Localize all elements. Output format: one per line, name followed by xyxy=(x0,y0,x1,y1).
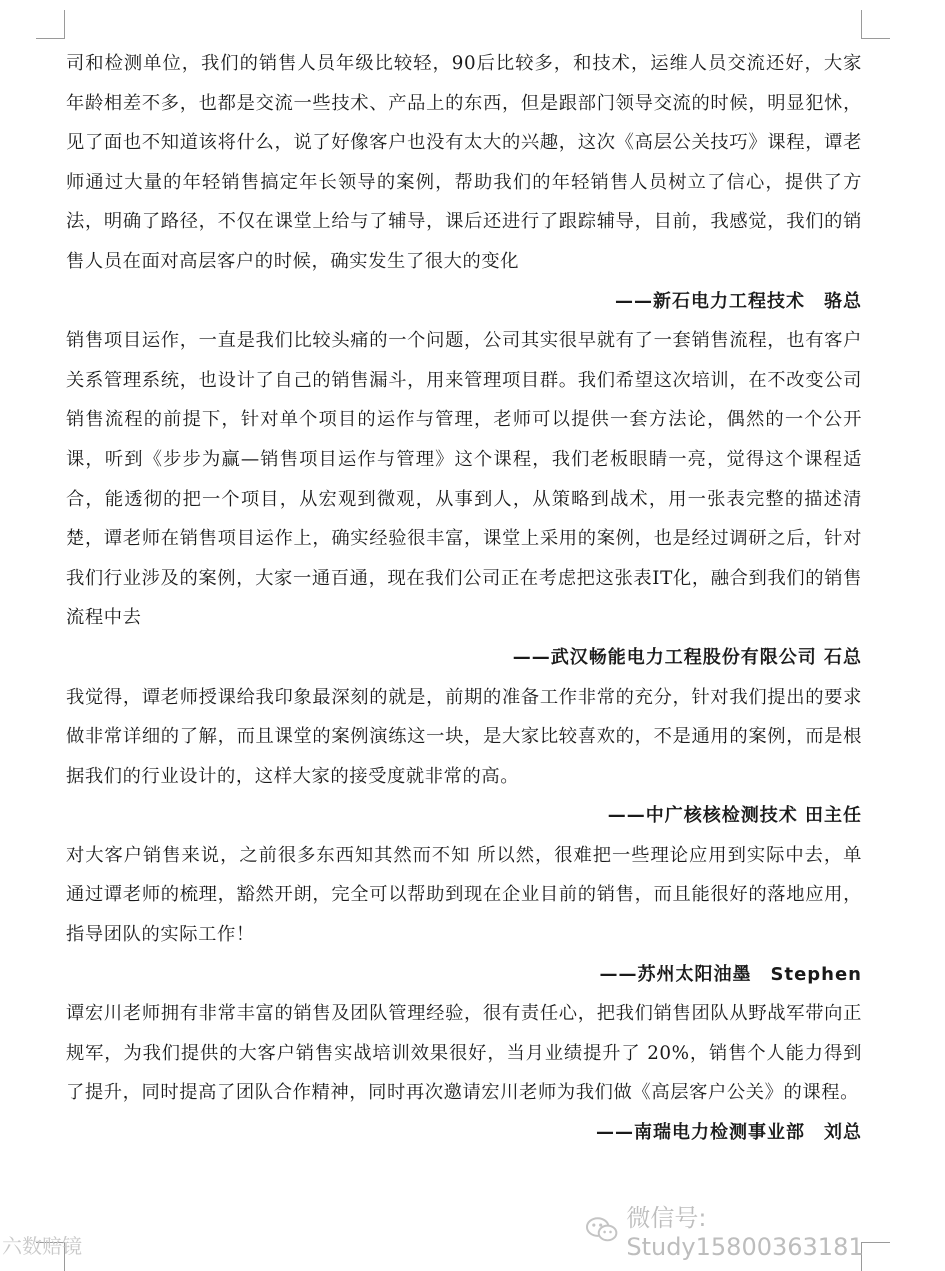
watermark-wechat xyxy=(585,1198,945,1261)
testimonial-paragraph: 对大客户销售来说，之前很多东西知其然而不知 所以然，很难把一些理论应用到实际中去，单通过谭老师的梳理，豁然开朗，完全可以帮助到现在企业目前的销售，而且能很好的落地应用，指导团队的实际工作！ xyxy=(66,844,862,946)
testimonial-attribution: ——苏州太阳油墨 Stephen xyxy=(599,963,862,985)
watermark-left: 六数赔镜 xyxy=(2,1234,82,1258)
testimonial-attribution: ——新石电力工程技术 骆总 xyxy=(615,290,862,312)
watermark-wechat-id: 微信号: Study15800363181 xyxy=(626,1204,864,1261)
wechat-icon xyxy=(585,1216,618,1244)
testimonial-paragraph: 我觉得，谭老师授课给我印象最深刻的就是，前期的准备工作非常的充分，针对我们提出的要求做非常详细的了解，而且课堂的案例演练这一块，是大家比较喜欢的，不是通用的案例，而是根据我们的行业设计的，这样大家的接受度就非常的高。 xyxy=(66,686,862,787)
testimonial-attribution: ——南瑞电力检测事业部 刘总 xyxy=(596,1122,862,1144)
testimonial-paragraph: 销售项目运作，一直是我们比较头痛的一个问题，公司其实很早就有了一套销售流程，也有客户关系管理系统，也设计了自己的销售漏斗，用来管理项目群。我们希望这次培训，在不改变公司销售流程的前提下，针对单个项目的运作与管理，老师可以提供一套方法论，偶然的一个公开课，听到《步步为赢—销售项目运作与管理》这个课程，我们老板眼睛一亮，觉得这个课程适合，能透彻的把一个项目，从宏观到微观，从事到人，从策略到战术，用一张表完整的描述清楚，谭老师在销售项目运作上，确实经验很丰富，课堂上采用的案例，也是经过调研之后，针对我们行业涉及的案例，大家一通百通，现在我们公司正在考虑把这张表IT化，融合到我们的销售流程中去 xyxy=(66,330,862,629)
testimonial-attribution: ——武汉畅能电力工程股份有限公司 石总 xyxy=(512,646,862,668)
margin-mark-top-left xyxy=(36,10,65,39)
document-body xyxy=(66,44,862,1153)
testimonial-paragraph: 司和检测单位，我们的销售人员年级比较轻，90后比较多，和技术，运维人员交流还好，大家年龄相差不多，也都是交流一些技术、产品上的东西，但是跟部门领导交流的时候，明显犯怵，见了面也不知道该将什么，说了好像客户也没有太大的兴趣，这次《高层公关技巧》课程，谭老师通过大量的年轻销售搞定年长领导的案例，帮助我们的年轻销售人员树立了信心，提供了方法，明确了路径，不仅在课堂上给与了辅导，课后还进行了跟踪辅导，目前，我感觉，我们的销售人员在面对高层客户的时候，确实发生了很大的变化 xyxy=(66,53,862,272)
testimonial-paragraph: 谭宏川老师拥有非常丰富的销售及团队管理经验，很有责任心，把我们销售团队从野战军带向正规军，为我们提供的大客户销售实战培训效果很好，当月业绩提升了 20%，销售个人能力得到了提升，同时提高了团队合作精神，同时再次邀请宏川老师为我们做《高层客户公关》的课程。 xyxy=(66,1003,862,1104)
margin-mark-top-right xyxy=(861,10,890,39)
testimonial-attribution: ——中广核核检测技术 田主任 xyxy=(607,805,862,827)
